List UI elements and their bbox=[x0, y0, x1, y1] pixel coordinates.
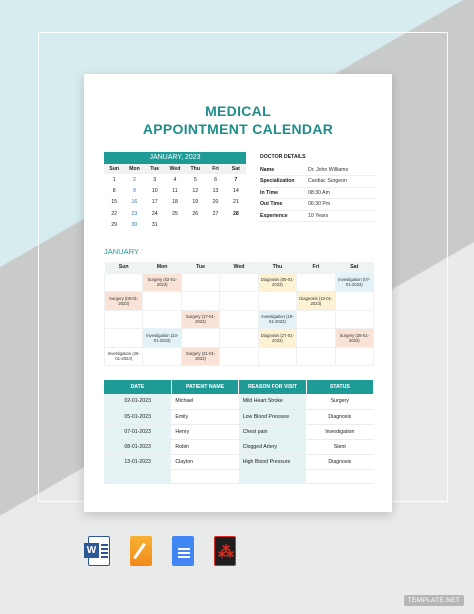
mini-week-row bbox=[104, 185, 246, 196]
calendar-day-cell bbox=[297, 347, 335, 366]
month-label: JANUARY bbox=[104, 247, 139, 256]
calendar-day-cell bbox=[181, 292, 219, 311]
calendar-day-cell bbox=[220, 273, 258, 292]
document-title bbox=[84, 102, 392, 138]
calendar-week-row bbox=[105, 329, 374, 348]
weekday-header-row bbox=[105, 262, 374, 273]
mini-calendar bbox=[104, 152, 246, 231]
mini-day-cell bbox=[165, 220, 185, 231]
appointment-cell: Surgery bbox=[306, 394, 373, 409]
mini-weekday: Sun bbox=[104, 164, 124, 174]
appointments-column-header: PATIENT NAME bbox=[171, 380, 238, 394]
appointment-cell: Stent bbox=[306, 439, 373, 454]
word-icon[interactable] bbox=[84, 536, 110, 566]
mini-weekday: Wed bbox=[165, 164, 185, 174]
calendar-document bbox=[84, 74, 392, 512]
doctor-field-value: 06:30 Pm bbox=[308, 201, 331, 208]
calendar-day-cell: Surgery (02-01-2023) bbox=[143, 273, 181, 292]
mini-day-cell: 9 bbox=[132, 188, 136, 195]
weekday-header: Sat bbox=[335, 262, 373, 273]
calendar-week-row bbox=[105, 347, 374, 366]
appointments-grid bbox=[104, 380, 374, 484]
appointment-cell: 07-01-2023 bbox=[104, 424, 171, 439]
mini-weekday: Mon bbox=[124, 164, 144, 174]
doctor-details bbox=[260, 154, 376, 222]
appointments-body bbox=[104, 394, 374, 483]
appointment-empty-cell bbox=[104, 469, 171, 483]
doctor-field-row bbox=[260, 211, 376, 222]
calendar-week-row bbox=[105, 292, 374, 311]
gdocs-line bbox=[178, 556, 190, 558]
calendar-day-cell bbox=[105, 273, 143, 292]
title-line-1: MEDICAL bbox=[205, 103, 271, 119]
calendar-day-cell: Investigation (07-01-2023) bbox=[335, 273, 373, 292]
doctor-field-value: 08:30 Am bbox=[308, 189, 330, 196]
mini-day-cell: 17 bbox=[151, 199, 158, 206]
mini-week-row bbox=[104, 208, 246, 219]
title-line-2: APPOINTMENT CALENDAR bbox=[142, 121, 334, 137]
mini-day-cell: 2 bbox=[132, 176, 136, 183]
mini-weekday: Thu bbox=[185, 164, 205, 174]
mini-day-cell: 25 bbox=[172, 210, 178, 217]
gdocs-line bbox=[178, 548, 190, 550]
word-line bbox=[101, 556, 108, 558]
mini-calendar-grid bbox=[104, 164, 246, 231]
calendar-day-cell: Surgery (17-01-2023) bbox=[181, 310, 219, 329]
calendar-day-cell bbox=[335, 292, 373, 311]
mini-day-cell: 18 bbox=[172, 199, 178, 206]
doctor-field-label: Name bbox=[260, 167, 275, 173]
doctor-fields bbox=[260, 165, 376, 222]
word-badge: W bbox=[84, 543, 99, 558]
appointment-row bbox=[104, 394, 374, 409]
mini-day-cell: 23 bbox=[131, 210, 138, 217]
calendar-day-cell bbox=[105, 310, 143, 329]
word-line bbox=[101, 544, 108, 546]
calendar-day-cell bbox=[143, 347, 181, 366]
gdocs-line bbox=[178, 552, 190, 554]
calendar-day-cell bbox=[220, 310, 258, 329]
mini-day-cell: 3 bbox=[153, 176, 157, 183]
pdf-symbol: ⁂ bbox=[218, 544, 234, 561]
mini-day-cell: 26 bbox=[192, 210, 199, 217]
appointment-cell: High Blood Pressure bbox=[239, 454, 306, 469]
mini-day-cell bbox=[226, 220, 246, 231]
mini-day-cell: 30 bbox=[131, 222, 138, 229]
monthly-calendar bbox=[104, 262, 374, 366]
appointment-cell: 02-01-2023 bbox=[104, 394, 171, 409]
calendar-day-cell bbox=[297, 329, 335, 348]
mini-day-cell: 27 bbox=[212, 210, 219, 217]
weekday-header: Thu bbox=[258, 262, 296, 273]
appointments-header-row bbox=[104, 380, 374, 394]
weekday-header: Wed bbox=[220, 262, 258, 273]
calendar-day-cell bbox=[181, 273, 219, 292]
calendar-week-row bbox=[105, 273, 374, 292]
calendar-day-cell bbox=[181, 329, 219, 348]
mini-day-cell: 5 bbox=[193, 176, 197, 183]
doctor-field-label: Out Time bbox=[260, 201, 283, 208]
appointments-column-header: DATE bbox=[104, 380, 171, 394]
doctor-field-row bbox=[260, 199, 376, 210]
appointments-column-header: REASON FOR VISIT bbox=[239, 380, 306, 394]
calendar-day-cell bbox=[220, 292, 258, 311]
mini-day-cell: 12 bbox=[192, 188, 199, 195]
appointments-table bbox=[104, 380, 374, 484]
mini-day-cell: 28 bbox=[232, 210, 239, 217]
appointment-empty-cell bbox=[306, 469, 373, 483]
mini-day-cell: 14 bbox=[232, 188, 239, 195]
calendar-day-cell: Diagnosis (27-01-2023) bbox=[258, 329, 296, 348]
weekday-header: Sun bbox=[105, 262, 143, 273]
appointment-cell: Emily bbox=[171, 409, 238, 424]
appointment-empty-cell bbox=[171, 469, 238, 483]
mini-calendar-body bbox=[104, 174, 246, 231]
mini-day-cell: 8 bbox=[112, 188, 116, 195]
calendar-day-cell bbox=[220, 347, 258, 366]
appointment-cell: Clayton bbox=[171, 454, 238, 469]
appointment-cell: 05-01-2023 bbox=[104, 409, 171, 424]
mini-day-cell: 24 bbox=[151, 210, 158, 217]
mini-weekday: Tue bbox=[145, 164, 165, 174]
doctor-field-value: Cardiac Surgeon bbox=[308, 178, 347, 185]
doctor-field-row bbox=[260, 188, 376, 199]
appointment-cell: Michael bbox=[171, 394, 238, 409]
mini-weekday: Fri bbox=[205, 164, 225, 174]
appointment-row bbox=[104, 409, 374, 424]
mini-day-cell: 4 bbox=[173, 176, 177, 183]
appointment-cell: 13-01-2023 bbox=[104, 454, 171, 469]
appointment-cell: Low Blood Pressure bbox=[239, 409, 306, 424]
mini-day-cell: 20 bbox=[212, 199, 219, 206]
appointment-cell: Henry bbox=[171, 424, 238, 439]
calendar-day-cell: Surgery (31-01-2023) bbox=[181, 347, 219, 366]
calendar-day-cell bbox=[220, 329, 258, 348]
google-docs-icon[interactable] bbox=[168, 536, 194, 566]
calendar-day-cell bbox=[258, 292, 296, 311]
appointments-column-header: STATUS bbox=[306, 380, 373, 394]
calendar-day-cell: Investigation (29-01-2023) bbox=[105, 347, 143, 366]
mini-day-cell: 6 bbox=[214, 176, 217, 183]
calendar-day-cell bbox=[143, 292, 181, 311]
format-icons bbox=[84, 536, 236, 566]
pages-icon[interactable] bbox=[126, 536, 152, 566]
mini-day-cell: 10 bbox=[151, 188, 158, 195]
mini-day-cell: 29 bbox=[111, 222, 118, 229]
appointment-cell: Diagnosis bbox=[306, 409, 373, 424]
doctor-field-value: 10 Years bbox=[308, 212, 329, 219]
doctor-details-heading: DOCTOR DETAILS bbox=[260, 154, 306, 160]
calendar-day-cell: Investigation (19-01-2023) bbox=[258, 310, 296, 329]
appointment-row bbox=[104, 424, 374, 439]
monthly-calendar-body bbox=[105, 273, 374, 366]
mini-day-cell bbox=[205, 220, 225, 231]
doctor-field-row bbox=[260, 165, 376, 176]
appointment-cell: Chest pain bbox=[239, 424, 306, 439]
appointment-row bbox=[104, 454, 374, 469]
appointment-empty-row bbox=[104, 469, 374, 483]
calendar-day-cell: Surgery (08-01-2023) bbox=[105, 292, 143, 311]
calendar-day-cell bbox=[105, 329, 143, 348]
gdocs-sheet bbox=[172, 536, 194, 566]
word-line bbox=[101, 552, 108, 554]
mini-week-row bbox=[104, 174, 246, 185]
appointment-cell: Investigation bbox=[306, 424, 373, 439]
mini-day-cell: 1 bbox=[112, 176, 116, 183]
appointment-cell: Mild Heart Stroke bbox=[239, 394, 306, 409]
appointment-cell: Robin bbox=[171, 439, 238, 454]
calendar-day-cell: Diagnosis (05-01-2023) bbox=[258, 273, 296, 292]
mini-day-cell: 21 bbox=[232, 199, 239, 206]
appointment-cell: 08-01-2023 bbox=[104, 439, 171, 454]
mini-weekday-row bbox=[104, 164, 246, 174]
calendar-day-cell: Diagnosis (13-01-2023) bbox=[297, 292, 335, 311]
doctor-field-label: In Time bbox=[260, 189, 279, 196]
calendar-day-cell bbox=[335, 347, 373, 366]
calendar-day-cell bbox=[143, 310, 181, 329]
appointment-cell: Diagnosis bbox=[306, 454, 373, 469]
mini-weekday: Sat bbox=[226, 164, 246, 174]
doctor-field-value: Dr. John Williams bbox=[308, 167, 349, 173]
appointment-row bbox=[104, 439, 374, 454]
mini-day-cell: 11 bbox=[172, 188, 178, 195]
mini-week-row bbox=[104, 220, 246, 231]
weekday-header: Fri bbox=[297, 262, 335, 273]
mini-day-cell: 22 bbox=[111, 210, 118, 217]
mini-week-row bbox=[104, 197, 246, 208]
calendar-day-cell: Surgery (28-01-2023) bbox=[335, 329, 373, 348]
appointment-cell: Clogged Artery bbox=[239, 439, 306, 454]
calendar-day-cell bbox=[297, 310, 335, 329]
calendar-week-row bbox=[105, 310, 374, 329]
mini-day-cell: 15 bbox=[111, 199, 118, 206]
word-line bbox=[101, 548, 108, 550]
doctor-field-label: Specialization bbox=[260, 178, 295, 185]
mini-day-cell bbox=[185, 220, 205, 231]
mini-calendar-header: JANUARY, 2023 bbox=[104, 152, 246, 164]
pdf-icon[interactable] bbox=[210, 536, 236, 566]
calendar-day-cell bbox=[297, 273, 335, 292]
monthly-calendar-grid bbox=[104, 262, 374, 366]
weekday-header: Tue bbox=[181, 262, 219, 273]
mini-day-cell: 19 bbox=[192, 199, 199, 206]
calendar-day-cell bbox=[258, 347, 296, 366]
watermark: TEMPLATE.NET bbox=[404, 595, 464, 606]
weekday-header: Mon bbox=[143, 262, 181, 273]
calendar-day-cell: Investigation (23-01-2023) bbox=[143, 329, 181, 348]
mini-day-cell: 7 bbox=[234, 176, 238, 183]
appointment-empty-cell bbox=[239, 469, 306, 483]
mini-day-cell: 31 bbox=[151, 222, 158, 229]
doctor-field-label: Experience bbox=[260, 212, 288, 219]
mini-day-cell: 13 bbox=[212, 188, 219, 195]
mini-day-cell: 16 bbox=[131, 199, 138, 206]
doctor-field-row bbox=[260, 176, 376, 187]
calendar-day-cell bbox=[335, 310, 373, 329]
